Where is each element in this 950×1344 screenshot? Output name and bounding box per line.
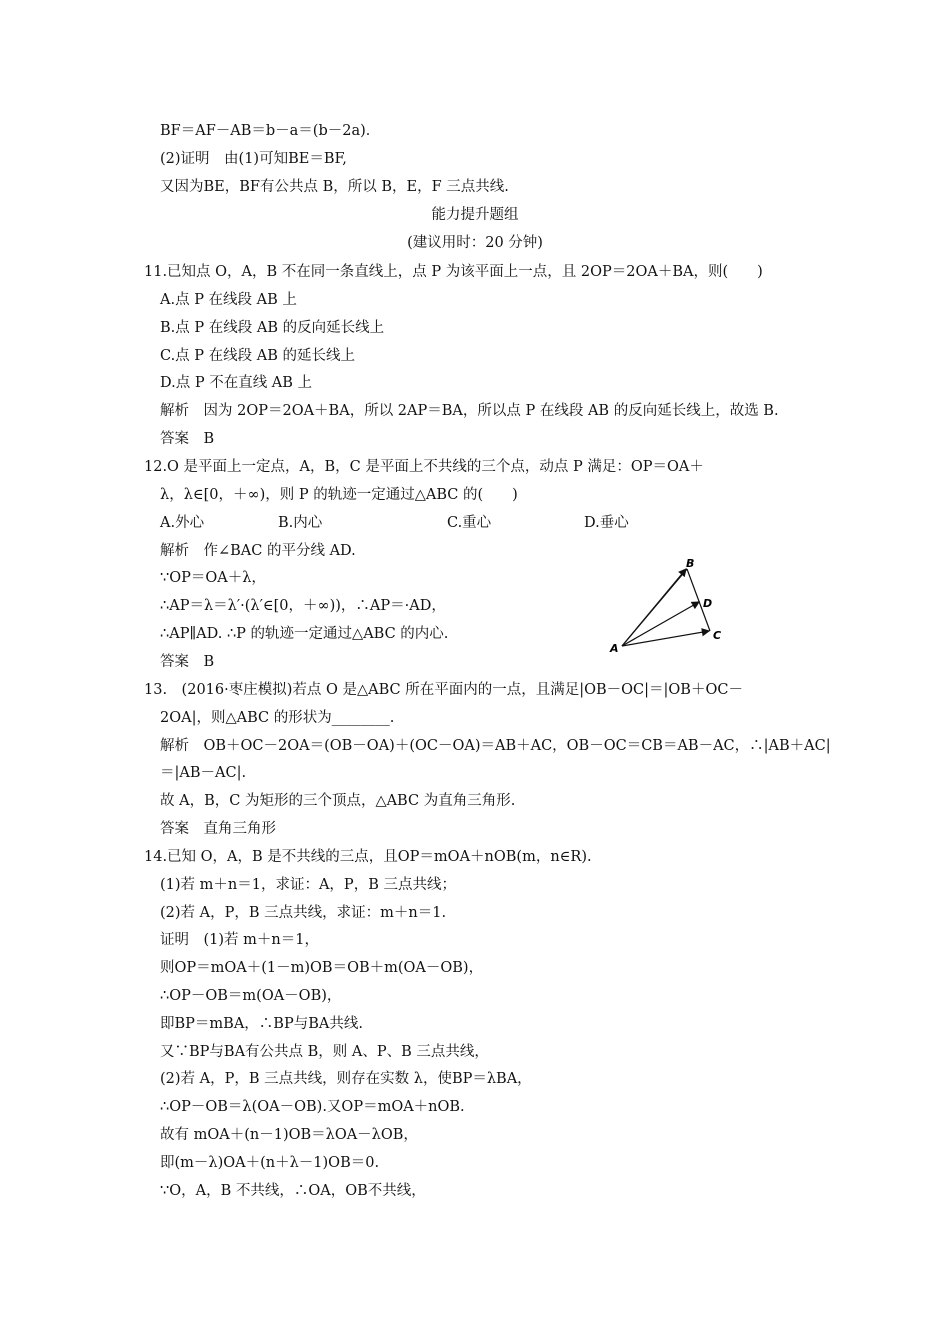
option-c: C.点 P 在线段 AB 的延长线上 — [160, 348, 356, 364]
vector-ab — [622, 569, 686, 646]
option-b: B.内心 — [278, 515, 323, 531]
solution-line: ∴AP＝λ＝λ′·(λ′∈[0，＋∞))，∴AP＝·AD， — [160, 598, 446, 614]
proof-line: 故有 mOA＋(n－1)OB＝λOA－λOB， — [160, 1127, 418, 1143]
proof-line: ∴OP－OB＝λ(OA－OB).又OP＝mOA＋nOB. — [160, 1099, 465, 1115]
answer: 答案 B — [160, 431, 215, 447]
proof-line: 又∵BP与BA有公共点 B，则 A、P、B 三点共线， — [160, 1044, 489, 1060]
option-c: C.重心 — [447, 515, 492, 531]
label-c: C — [713, 629, 722, 642]
analysis-cont: ＝|AB－AC|. — [160, 765, 247, 781]
question-stem-cont: 2OA|，则△ABC 的形状为________. — [160, 710, 395, 726]
section-title: 能力提升题组 — [431, 207, 519, 223]
analysis: 解析 OB＋OC－2OA＝(OB－OA)＋(OC－OA)＝AB＋AC，OB－OC＝CB＝AB－AC，∴|AB＋AC| — [160, 738, 831, 754]
option-b: B.点 P 在线段 AB 的反向延长线上 — [160, 320, 385, 336]
text-line: 又因为BE，BF有公共点 B，所以 B，E，F 三点共线. — [160, 179, 509, 195]
option-d: D.点 P 不在直线 AB 上 — [160, 375, 313, 391]
triangle-figure — [604, 556, 734, 656]
solution-line: ∵OP＝OA＋λ， — [160, 570, 266, 586]
solution-line: 故 A，B，C 为矩形的三个顶点，△ABC 为直角三角形. — [160, 793, 516, 809]
answer: 答案 直角三角形 — [160, 821, 276, 837]
proof-line: (2)若 A，P，B 三点共线，则存在实数 λ，使BP＝λBA， — [160, 1071, 532, 1087]
option-d: D.垂心 — [584, 515, 629, 531]
proof-line: 证明 (1)若 m＋n＝1， — [160, 932, 319, 948]
label-b: B — [686, 557, 695, 570]
analysis: 解析 作∠BAC 的平分线 AD. — [160, 543, 356, 559]
proof-line: 即(m－λ)OA＋(n＋λ－1)OB＝0. — [160, 1155, 380, 1171]
option-a: A.外心 — [160, 515, 205, 531]
question-part: (2)若 A，P，B 三点共线，求证：m＋n＝1. — [160, 905, 447, 921]
analysis: 解析 因为 2OP＝2OA＋BA，所以 2AP＝BA，所以点 P 在线段 AB 的反向延长线上，故选 B. — [160, 403, 779, 419]
label-d: D — [703, 597, 713, 610]
proof-line: 则OP＝mOA＋(1－m)OB＝OB＋m(OA－OB)， — [160, 960, 484, 976]
section-subtitle: (建议用时：20 分钟) — [407, 235, 543, 251]
question-stem: 12.O 是平面上一定点，A，B，C 是平面上不共线的三个点，动点 P 满足：OP＝OA＋ — [144, 459, 704, 475]
option-a: A.点 P 在线段 AB 上 — [160, 292, 297, 308]
question-stem: 11.已知点 O，A，B 不在同一条直线上，点 P 为该平面上一点，且 2OP＝2OA＋BA，则( ) — [144, 264, 763, 280]
question-stem: 13. (2016·枣庄模拟)若点 O 是△ABC 所在平面内的一点，且满足|OB－OC|＝|OB＋OC－ — [144, 682, 743, 698]
text-line: (2)证明 由(1)可知BE＝BF, — [160, 151, 347, 167]
text-line: BF＝AF－AB＝b－a＝(b－2a)． — [160, 123, 381, 139]
question-stem: 14.已知 O，A，B 是不共线的三点，且OP＝mOA＋nOB(m，n∈R). — [144, 849, 592, 865]
proof-line: ∴OP－OB＝m(OA－OB)， — [160, 988, 342, 1004]
proof-line: ∵O，A，B 不共线，∴OA，OB不共线， — [160, 1183, 426, 1199]
label-a: A — [610, 642, 619, 655]
question-stem-cont: λ，λ∈[0，＋∞)，则 P 的轨迹一定通过△ABC 的( ) — [160, 487, 518, 503]
question-part: (1)若 m＋n＝1，求证：A，P，B 三点共线； — [160, 877, 456, 893]
proof-line: 即BP＝mBA，∴BP与BA共线. — [160, 1016, 363, 1032]
solution-line: ∴AP∥AD. ∴P 的轨迹一定通过△ABC 的内心. — [160, 626, 449, 642]
answer: 答案 B — [160, 654, 215, 670]
